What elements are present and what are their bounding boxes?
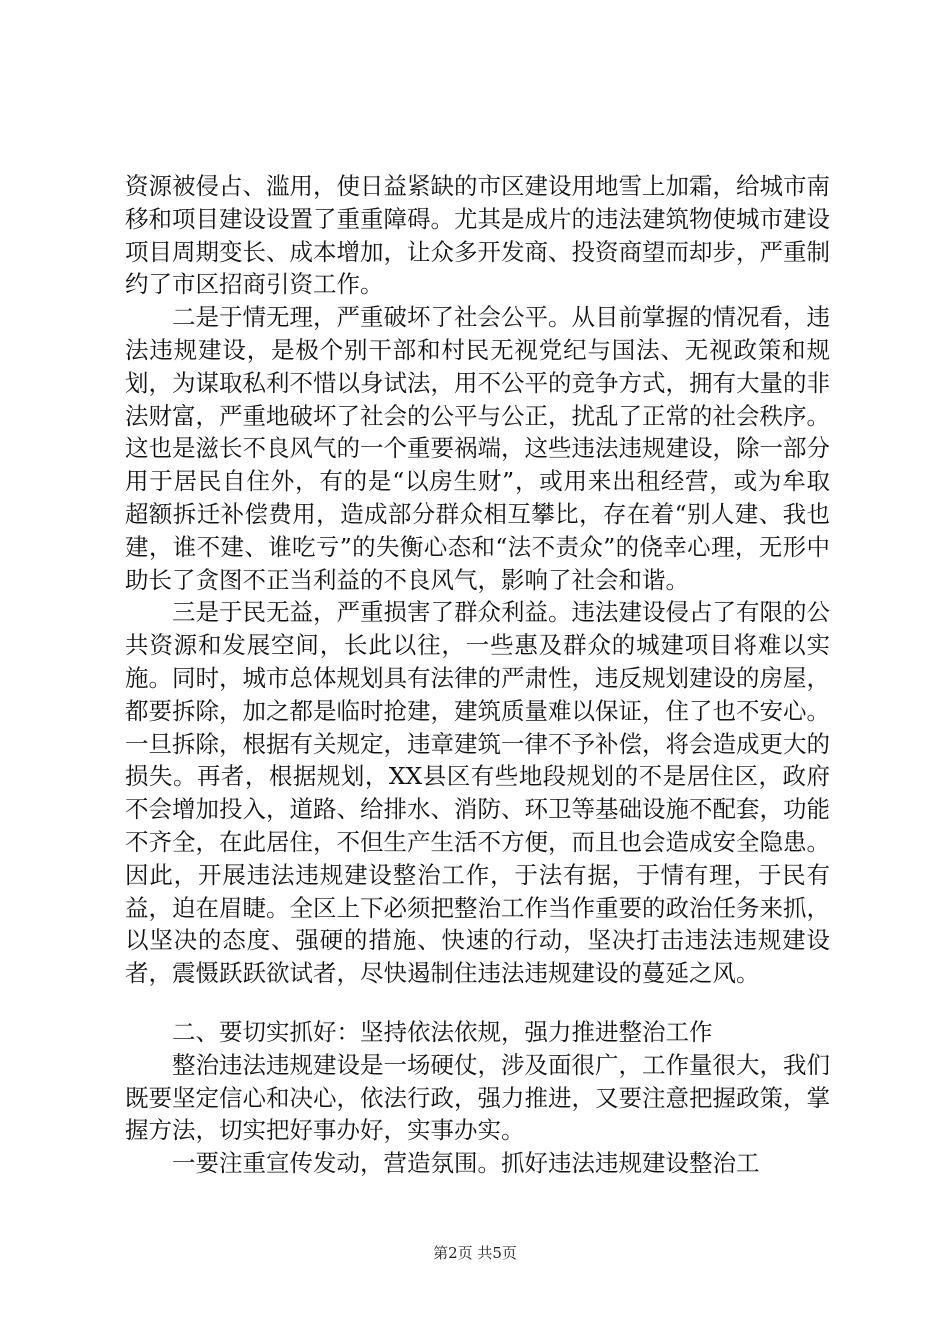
body-paragraph-public-interest: 三是于民无益，严重损害了群众利益。违法建设侵占了有限的公共资源和发展空间，长此以往，一些惠及群众的城建项目将难以实施。同时，城市总体规划具有法律的严肃性，违反规划建设的房屋，都要拆除，加之都是临时抢建，建筑质量难以保证，住了也不安心。一旦拆除，根据有关规定，违章建筑一律不予补偿，将会造成更大的损失。再者，根据规划，XX县区有些地段规划的不是居住区，政府不会增加投入，道路、给排水、消防、环卫等基础设施不配套，功能不齐全，在此居住，不但生产生活不方便，而且也会造成安全隐患。因此，开展违法违规建设整治工作，于法有据，于情有理，于民有益，迫在眉睫。全区上下必须把整治工作当作重要的政治任务来抓，以坚决的态度、强硬的措施、快速的行动，坚决打击违法违规建设者，震慑跃跃欲试者，尽快遏制住违法违规建设的蔓延之风。	[125, 598, 830, 988]
body-paragraph-social-fairness: 二是于情无理，严重破坏了社会公平。从目前掌握的情况看，违法违规建设，是极个别干部和村民无视党纪与国法、无视政策和规划，为谋取私利不惜以身试法，用不公平的竞争方式，拥有大量的非法财富，严重地破坏了社会的公平与公正，扰乱了正常的社会秩序。这也是滋长不良风气的一个重要祸端，这些违法违规建设，除一部分用于居民自住外，有的是“以房生财”，或用来出租经营，或为牟取超额拆迁补偿费用，造成部分群众相互攀比，存在着“别人建、我也建，谁不建、谁吃亏”的失衡心态和“法不责众”的侥幸心理，无形中助长了贪图不正当利益的不良风气，影响了社会和谐。	[125, 303, 830, 594]
body-paragraph-section-intro: 整治违法违规建设是一场硬仗，涉及面很广，工作量很大，我们既要坚定信心和决心，依法行政，强力推进，又要注意把握政策，掌握方法，切实把好事办好，实事办实。	[125, 1050, 830, 1145]
page-number-footer: 第2页 共5页	[433, 1244, 517, 1262]
document-body	[125, 170, 830, 1180]
body-paragraph-continued: 资源被侵占、滥用，使日益紧缺的市区建设用地雪上加霜，给城市南移和项目建设设置了重重障碍。尤其是成片的违法建筑物使城市建设项目周期变长、成本增加，让众多开发商、投资商望而却步，严重制约了市区招商引资工作。	[125, 172, 830, 299]
body-paragraph-publicity: 一要注重宣传发动，营造氛围。抓好违法违规建设整治工	[172, 1149, 760, 1178]
section-heading: 二、要切实抓好：坚持依法依规，强力推进整治工作	[172, 1017, 713, 1046]
